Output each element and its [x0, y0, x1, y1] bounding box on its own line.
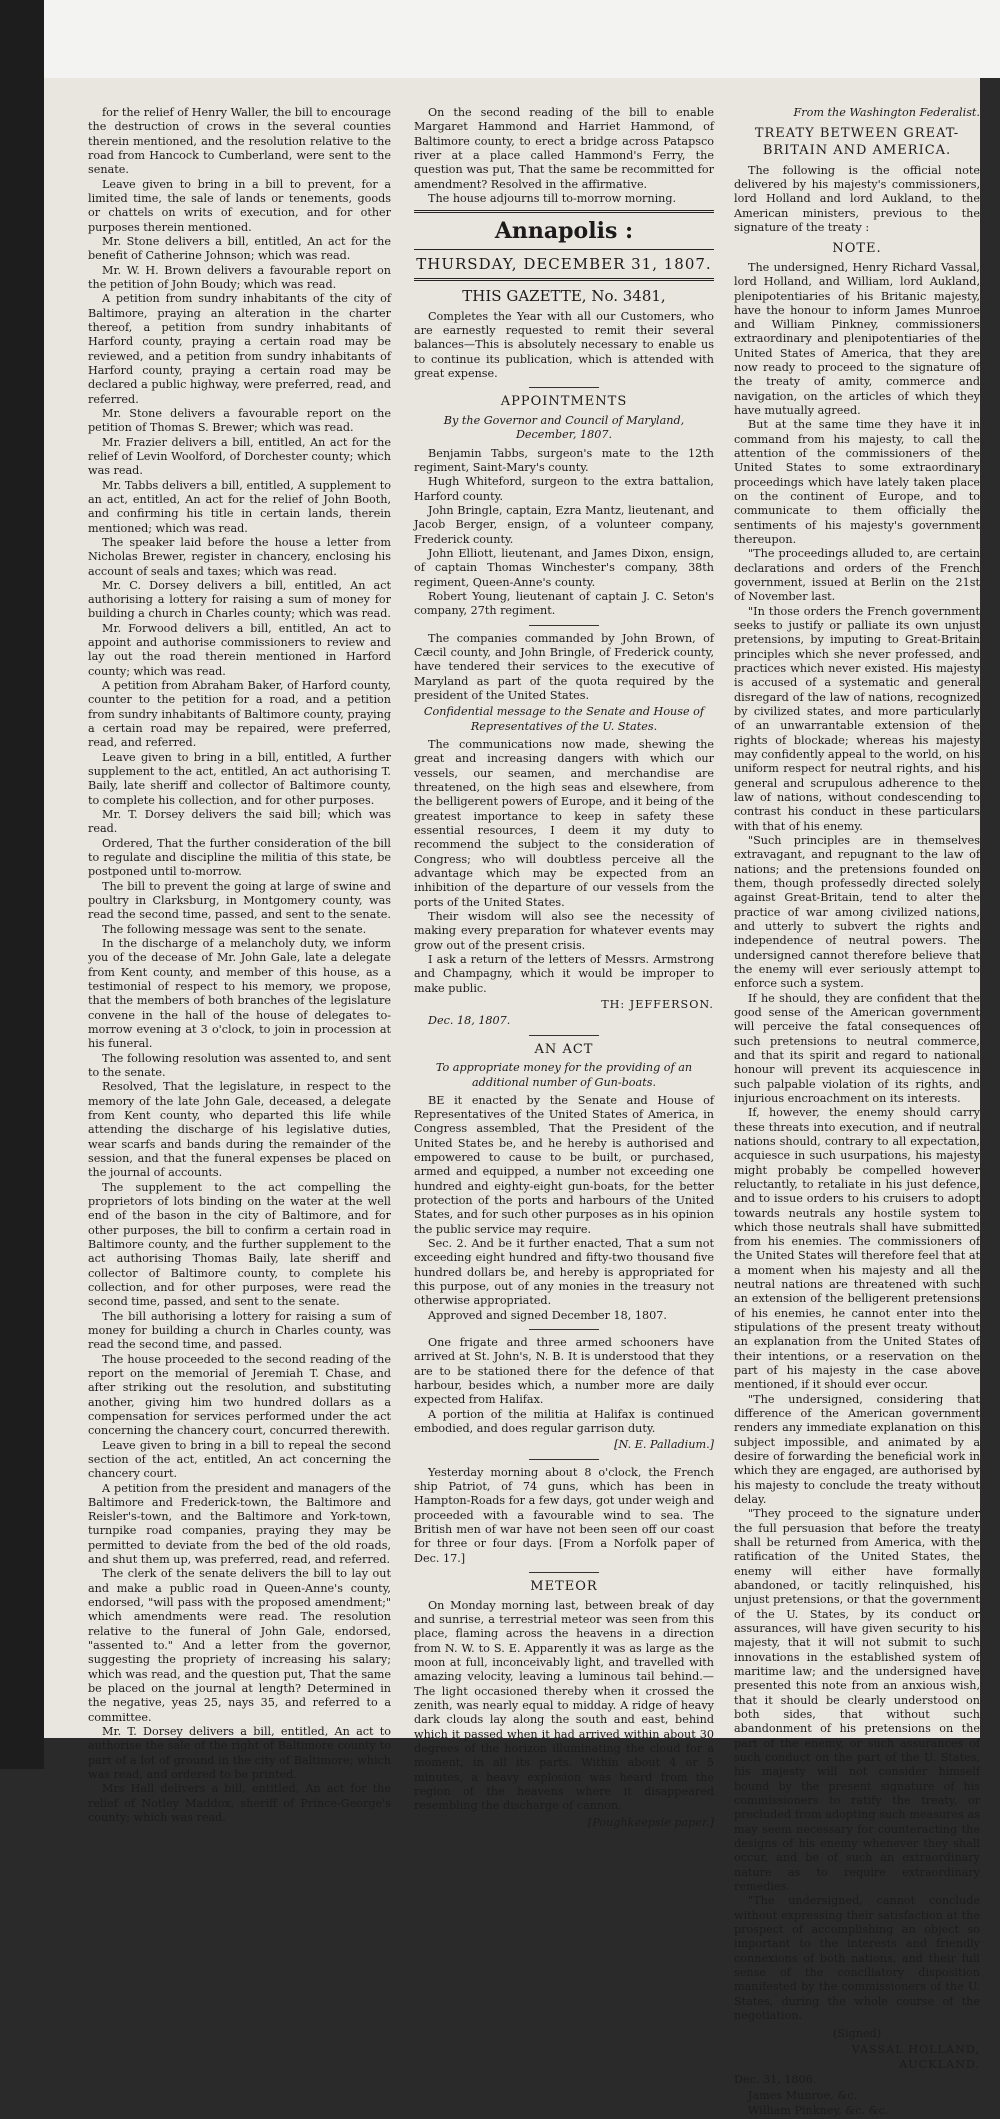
- paragraph: "They proceed to the signature under the full persuasion that before the treaty shall be returned from America, with the ratification of the United States, the enemy will either have formally abandoned, or tacitly relinquished, his unjust pretensions, or that the government of the U. States, by its conduct or assurances, will have given security to his majesty, that it will not submit to such innovations in the established system of maritime law; and the undersigned have presented this note from an anxious wish, that it should be clearly understood on both sides, that without such abandonment of his pretensions on the part of the enemy, or such assurances of such conduct on the part of the U. States, his majesty will not consider himself bound by the present signature of his commissioners to ratify the treaty, or precluded from adopting such measures as may seem necessary for counteracting the designs of his enemy whenever they shall occur, and be of such an extraordinary nature as to require extraordinary remedies.: [734, 1507, 980, 1893]
- list-item: Benjamin Tabbs, surgeon's mate to the 12th regiment, Saint-Mary's county.: [414, 446, 714, 475]
- column-right: [734, 106, 980, 2119]
- paragraph: If, however, the enemy should carry these threats into execution, and if neutral nations should, contrary to all expectation, acquiesce in such usurpations, his majesty might probably be compelled however reluctantly, to retaliate in his just defence, and to issue orders to his cruisers to adopt towards neutrals any hostile system to which those neutrals shall have submitted from his enemies. The commissioners of the United States will therefore feel that at a moment when his majesty and all the neutral nations are threatened with such an extension of the belligerent pretensions of his enemies, he cannot enter into the stipulations of the present treaty without an explanation from the United States of their intentions, or a reservation on the part of his majesty in the case above mentioned, if it should ever occur.: [734, 1106, 980, 1392]
- paragraph: The speaker laid before the house a letter from Nicholas Brewer, register in chancery, enclosing his account of seals and taxes; which was read.: [88, 535, 391, 578]
- paragraph: The companies commanded by John Brown, of Cæcil county, and John Bringle, of Frederick county, have tendered their services to the executive of Maryland as part of the quota required by the president of the United States.: [414, 631, 714, 702]
- paragraph: The bill to prevent the going at large of swine and poultry in Clarksburg, in Montgomery county, was read the second time, passed, and sent to the senate.: [88, 879, 391, 922]
- addressee: William Pinkney, &c. &c.: [748, 2103, 889, 2117]
- paragraph: Mr. Forwood delivers a bill, entitled, An act to appoint and authorise commissioners to review and lay out the road therein mentioned in Harford county; which was read.: [88, 621, 391, 678]
- masthead: Annapolis :: [414, 210, 714, 250]
- column-left: [88, 106, 391, 1825]
- paragraph: The following resolution was assented to, and sent to the senate.: [88, 1051, 391, 1079]
- paragraph: The following message was sent to the senate.: [102, 922, 367, 936]
- paragraph: I ask a return of the letters of Messrs. Armstrong and Champagny, which it would be improper to make public.: [414, 952, 714, 995]
- paragraph: Completes the Year with all our Customers, who are earnestly requested to remit their several balances—This is absolutely necessary to enable us to continue its publication, which is attended with great expense.: [414, 309, 714, 381]
- paragraph: But at the same time they have it in command from his majesty, to call the attention of the commissioners of the United States to some extraordinary proceedings which have lately taken place on the continent of Europe, and to communicate to them officially the sentiments of his majesty's government thereupon.: [734, 418, 980, 547]
- scan-top-margin: [0, 0, 1000, 78]
- paragraph: On Monday morning last, between break of day and sunrise, a terrestrial meteor was seen from this place, flaming across the heavens in a direction from N. W. to S. E. Apparently it was as large as the moon at full, inconceivably light, and travelled with amazing velocity, leaving a luminous tail behind.—The light occasioned thereby when it crossed the zenith, was nearly equal to midday. A ridge of heavy dark clouds lay along the south and east, behind which it passed when it had arrived within about 30 degrees of the horizon illuminating the cloud for a moment, in all its parts. Within about 4 or 5 minutes, a heavy explosion was heard from the region of the heavens where it disappeared resembling the discharge of cannon.: [414, 1598, 714, 1813]
- divider: [529, 1329, 599, 1330]
- paragraph: Mr. C. Dorsey delivers a bill, entitled, An act authorising a lottery for raising a sum of money for building a church in Charles county; which was read.: [88, 578, 391, 621]
- section-subheading: To appropriate money for the providing of an additional number of Gun-boats.: [435, 1061, 693, 1089]
- paragraph: A portion of the militia at Halifax is continued embodied, and does regular garrison duty.: [414, 1407, 714, 1436]
- paragraph: "The proceedings alluded to, are certain declarations and orders of the French government, issued at Berlin on the 21st of November last.: [734, 547, 980, 604]
- signer: AUCKLAND.: [899, 2057, 980, 2071]
- paragraph: A petition from the president and managers of the Baltimore and Frederick-town, the Baltimore and Reisler's-town, and the Baltimore and York-town, turnpike road companies, praying they may be permitted to deviate from the bed of the old roads, and shut them up, was preferred, read, and referred.: [88, 1481, 391, 1567]
- paragraph: On the second reading of the bill to enable Margaret Hammond and Harriet Hammond, of Baltimore county, to erect a bridge across Patapsco river at a place called Hammond's Ferry, the question was put, That the same be recommitted for amendment? Resolved in the affirmative.: [414, 106, 714, 191]
- paragraph: Ordered, That the further consideration of the bill to regulate and discipline the militia of this state, be postponed until to-morrow.: [88, 836, 391, 879]
- list-item: John Bringle, captain, Ezra Mantz, lieutenant, and Jacob Berger, ensign, of a volunteer company, Frederick county.: [414, 504, 714, 546]
- section-subheading: By the Governor and Council of Maryland, December, 1807.: [443, 414, 685, 442]
- paragraph: for the relief of Henry Waller, the bill to encourage the destruction of crows in the several counties therein mentioned, and the resolution relative to the road from Hancock to Cumberland, were sent to the senate.: [88, 106, 391, 177]
- article-title: TREATY BETWEEN GREAT-BRITAIN AND AMERICA.: [754, 126, 960, 158]
- paragraph: If he should, they are confident that the good sense of the American government will perceive the fatal consequences of such pretensions to neutral commerce, and that its spirit and regard to national honour will prevent its acquiescence in such palpable violation of its rights, and injurious encroachment on its interests.: [734, 991, 980, 1105]
- paragraph: Leave given to bring in a bill to prevent, for a limited time, the sale of lands or tenements, goods or chattels on writs of execution, and for other purposes therein mentioned.: [88, 177, 391, 234]
- source-credit: From the Washington Federalist.: [793, 106, 980, 119]
- paragraph: A petition from sundry inhabitants of the city of Baltimore, praying an alteration in the charter thereof, a petition from sundry inhabitants of Harford county, praying a certain road may be reviewed, and a petition from sundry inhabitants of Harford county, praying a certain road may be declared a public highway, were preferred, read, and referred.: [88, 292, 391, 406]
- paragraph: Mr. W. H. Brown delivers a favourable report on the petition of John Boudy; which was read.: [88, 263, 391, 291]
- divider: [529, 1572, 599, 1573]
- paragraph: Mr. T. Dorsey delivers a bill, entitled, An act to authorise the sale of the right of Baltimore county to part of a lot of ground in the city of Baltimore; which was read, and ordered to be printed.: [88, 1725, 391, 1782]
- paragraph: Sec. 2. And be it further enacted, That a sum not exceeding eight hundred and fifty-two thousand five hundred dollars be, and hereby is appropriated for this purpose, out of any monies in the treasury not otherwise appropriated.: [414, 1237, 714, 1308]
- paragraph: Leave given to bring in a bill to repeal the second section of the act, entitled, An act concerning the chancery court.: [88, 1438, 391, 1481]
- divider: [529, 387, 599, 388]
- divider: [529, 1035, 599, 1036]
- paragraph: Resolved, That the legislature, in respect to the memory of the late John Gale, deceased, a delegate from Kent county, who departed this life while attending the discharge of his legislative duties, wear scarfs and bands during the remainder of the session, and that the funeral expenses be placed on the journal of accounts.: [88, 1080, 391, 1180]
- list-item: John Elliott, lieutenant, and James Dixon, ensign, of captain Thomas Winchester's company, 38th regiment, Queen-Anne's county.: [414, 547, 714, 589]
- paragraph: The bill authorising a lottery for raising a sum of money for building a church in Charles county, was read the second time, and passed.: [88, 1309, 391, 1352]
- signature-block: [734, 2027, 980, 2118]
- paragraph: Mrs Hall delivers a bill, entitled, An act for the relief of Notley Maddox, sheriff of Prince-George's county; which was read.: [88, 1782, 391, 1825]
- scan-left-margin: [0, 0, 44, 1769]
- paragraph: "The undersigned, considering that difference of the American government renders any immediate explanation on this subject impossible, and animated by a desire of forwarding the beneficial work in which they are engaged, are authorised by his majesty to conclude the treaty without delay.: [734, 1392, 980, 1507]
- signer: VASSAL HOLLAND,: [851, 2042, 980, 2056]
- column-middle: [414, 106, 714, 1834]
- section-heading: APPOINTMENTS: [500, 394, 628, 410]
- newspaper-page: [44, 78, 980, 2117]
- addressee: James Munroe, &c.: [748, 2088, 858, 2102]
- paragraph: Mr. T. Dorsey delivers the said bill; which was read.: [88, 808, 391, 836]
- paragraph: "The undersigned, cannot conclude without expressing their satisfaction at the prospect of accomplishing an object so important to the interests and friendly connexions of both nations, and their full sense of the conciliatory disposition manifested by the commissioners of the U. States, during the whole course of the negotiation.: [734, 1894, 980, 2022]
- paragraph: Their wisdom will also see the necessity of making every preparation for whatever events may grow out of the present crisis.: [414, 909, 714, 952]
- date: Dec. 31, 1806.: [734, 2073, 817, 2087]
- signature: TH: JEFFERSON.: [601, 997, 714, 1011]
- section-heading: AN ACT: [534, 1041, 594, 1057]
- paragraph: The house adjourns till to-morrow morning.: [428, 191, 677, 205]
- paragraph: One frigate and three armed schooners have arrived at St. John's, N. B. It is understood that they are to be stationed there for the defence of that harbour, besides which, a number more are daily expected from Halifax.: [414, 1336, 714, 1407]
- paragraph: In the discharge of a melancholy duty, we inform you of the decease of Mr. John Gale, late a delegate from Kent county, and member of this house, as a testimonial of respect to his memory, we propose, that the members of both branches of the legislature convene in the hall of the house of delegates to-morrow evening at 3 o'clock, to join in procession at his funeral.: [88, 937, 391, 1051]
- paragraph: The supplement to the act compelling the proprietors of lots binding on the water at the well end of the bason in the city of Baltimore, and for other purposes, the bill to confirm a certain road in Baltimore county, and the further supplement to the act authorising Thomas Baily, late sheriff and collector of Baltimore county, to complete his collection, and for other purposes, were read the second time, passed, and sent to the senate.: [88, 1180, 391, 1309]
- list-item: Hugh Whiteford, surgeon to the extra battalion, Harford county.: [414, 475, 714, 503]
- paragraph: The house proceeded to the second reading of the report on the memorial of Jeremiah T. Chase, and after striking out the resolution, and substituting another, giving him two hundred dollars as a compensation for services performed under the act concerning the chancery court, concurred therewith.: [88, 1352, 391, 1438]
- paragraph: The communications now made, shewing the great and increasing dangers with which our vessels, our seamen, and merchandise are threatened, on the high seas and elsewhere, from the belligerent powers of Europe, and it being of the greatest importance to keep in safety these essential resources, I deem it my duty to recommend the subject to the consideration of Congress; who will doubtless perceive all the advantage which may be expected from an inhibition of the departure of our vessels from the ports of the United States.: [414, 737, 714, 909]
- divider: [529, 1459, 599, 1460]
- section-heading: METEOR: [530, 1579, 598, 1594]
- paragraph: The following is the official note delivered by his majesty's commissioners, lord Holland and lord Aukland, to the American ministers, previous to the signature of the treaty :: [734, 163, 980, 234]
- paragraph: BE it enacted by the Senate and House of Representatives of the United States of America, in Congress assembled, That the President of the United States be, and he hereby is authorised and empowered to cause to be built, or purchased, armed and equipped, a number not exceeding one hundred and eighty-eight gun-boats, for the better protection of the ports and harbours of the United States, and for such other purposes as in his opinion the public service may require.: [414, 1093, 714, 1236]
- list-item: Robert Young, lieutenant of captain J. C. Seton's company, 27th regiment.: [414, 590, 714, 618]
- signed-label: (Signed): [832, 2027, 882, 2041]
- paragraph: Leave given to bring in a bill, entitled, A further supplement to the act, entitled, An act authorising T. Baily, late sheriff and collector of Baltimore county, to complete his collection, and for other purposes.: [88, 750, 391, 807]
- paragraph: Mr. Frazier delivers a bill, entitled, An act for the relief of Levin Woolford, of Dorchester county; which was read.: [88, 435, 391, 478]
- paragraph: Approved and signed December 18, 1807.: [428, 1308, 667, 1322]
- source-credit: [Poughkeepsie paper.]: [587, 1815, 714, 1829]
- divider: [529, 625, 599, 626]
- paragraph: "Such principles are in themselves extravagant, and repugnant to the law of nations; and the pretensions founded on them, though professedly directed solely against Great-Britain, tend to alter the practice of war among civilized nations, and utterly to subvert the rights and independence of neutral powers. The undersigned cannot therefore believe that the enemy will ever seriously attempt to enforce such a system.: [734, 833, 980, 991]
- paragraph: Mr. Tabbs delivers a bill, entitled, A supplement to an act, entitled, An act for the relief of John Booth, and confirming his title in certain lands, therein mentioned; which was read.: [88, 478, 391, 535]
- paragraph: "In those orders the French government seeks to justify or palliate its own unjust pretensions, by imputing to Great-Britain principles which she never professed, and practices which never existed. His majesty is accused of a systematic and general disregard of the law of nations, recognized by civilized states, and more particularly of an unwarrantable extension of the rights of blockade; whereas his majesty may confidently appeal to the world, on his uniform respect for neutral rights, and his general and scrupulous adherence to the law of nations, without condescending to contrast his conduct in these particulars with that of his enemy.: [734, 604, 980, 833]
- paragraph: Mr. Stone delivers a favourable report on the petition of Thomas S. Brewer; which was read.: [88, 406, 391, 435]
- paragraph: The undersigned, Henry Richard Vassal, lord Holland, and William, lord Aukland, plenipotentiaries of his Britanic majesty, have the honour to inform James Munroe and William Pinkney, commissioners extraordinary and plenipotentiaries of the United States of America, that they are now ready to proceed to the signature of the treaty of amity, commerce and navigation, on the articles of which they have mutually agreed.: [734, 260, 980, 418]
- section-heading: NOTE.: [832, 241, 882, 257]
- paragraph: A petition from Abraham Baker, of Harford county, counter to the petition for a road, and a petition from sundry inhabitants of Baltimore county, praying a certain road may be repaired, were preferred, read, and referred.: [88, 679, 391, 750]
- source-credit: [N. E. Palladium.]: [614, 1438, 714, 1452]
- section-heading: THIS GAZETTE, No. 3481,: [462, 286, 666, 305]
- date: Dec. 18, 1807.: [428, 1014, 511, 1028]
- dateline: THURSDAY, DECEMBER 31, 1807.: [414, 252, 714, 280]
- paragraph: Yesterday morning about 8 o'clock, the French ship Patriot, of 74 guns, which has been in Hampton-Roads for a few days, got under weigh and proceeded with a favourable wind to sea. The British men of war have not been seen off our coast for three or four days. [From a Norfolk paper of Dec. 17.]: [414, 1465, 714, 1565]
- paragraph: The clerk of the senate delivers the bill to lay out and make a public road in Queen-Anne's county, endorsed, "will pass with the proposed amendment;" which amendments were read. The resolution relative to the funeral of John Gale, endorsed, "assented to." And a letter from the governor, suggesting the propriety of increasing his salary; which was read, and the question put, That the same be placed on the journal at length? Determined in the negative, yeas 25, nays 35, and referred to a committee.: [88, 1567, 391, 1724]
- section-heading: Confidential message to the Senate and House of Representatives of the U. States.: [423, 705, 705, 733]
- paragraph: Mr. Stone delivers a bill, entitled, An act for the benefit of Catherine Johnson; which was read.: [88, 234, 391, 263]
